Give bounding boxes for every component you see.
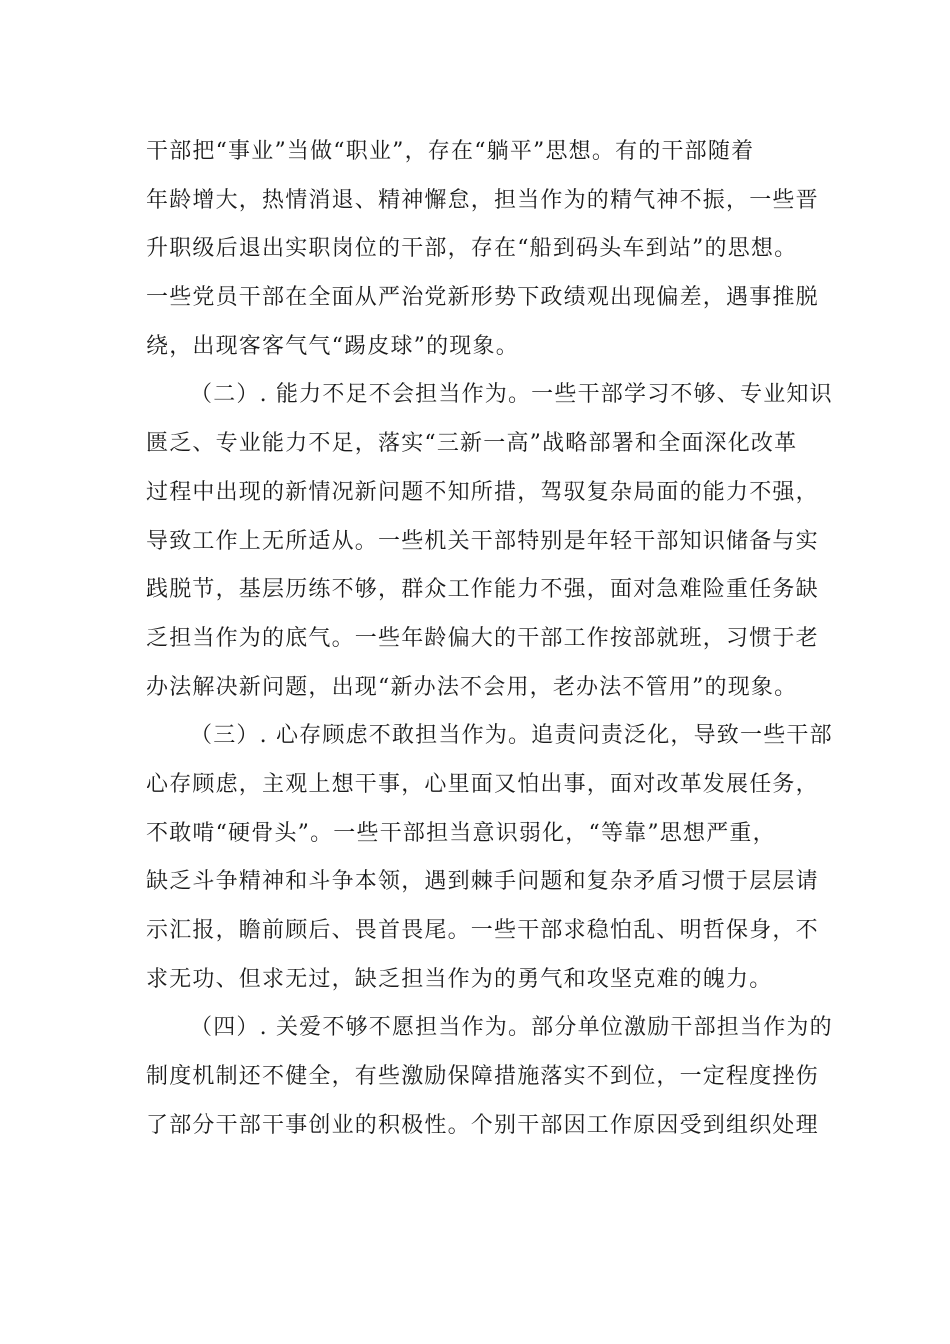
text-line: 求无功、但求无过，缺乏担当作为的勇气和攻坚克难的魄力。 — [146, 966, 773, 992]
section-heading-line: （三）. 心存顾虑不敢担当作为。追责问责泛化，导致一些干部 — [190, 723, 833, 749]
text-line: 心存顾虑，主观上想干事，心里面又怕出事，面对改革发展任务， — [146, 771, 819, 797]
text-line: 过程中出现的新情况新问题不知所措，驾驭复杂局面的能力不强， — [146, 479, 819, 505]
text-line: 践脱节，基层历练不够，群众工作能力不强，面对急难险重任务缺 — [146, 577, 819, 603]
text-line: 干部把“事业”当做“职业”，存在“躺平”思想。有的干部随着 — [146, 139, 755, 164]
text-line: 年龄增大，热情消退、精神懈怠，担当作为的精气神不振，一些晋 — [146, 187, 819, 213]
section-heading-line: （四）. 关爱不够不愿担当作为。部分单位激励干部担当作为的 — [190, 1015, 833, 1041]
text-line: 乏担当作为的底气。一些年龄偏大的干部工作按部就班，习惯于老 — [146, 625, 819, 651]
text-line: 了部分干部干事创业的积极性。个别干部因工作原因受到组织处理 — [146, 1112, 819, 1138]
section-heading-line: （二）. 能力不足不会担当作为。一些干部学习不够、专业知识 — [190, 382, 833, 408]
document-body — [146, 128, 833, 1150]
text-line: 缺乏斗争精神和斗争本领，遇到棘手问题和复杂矛盾习惯于层层请 — [146, 869, 819, 895]
text-line: 绕，出现客客气气“踢皮球”的现象。 — [146, 333, 519, 359]
text-line: 一些党员干部在全面从严治党新形势下政绩观出现偏差，遇事推脱 — [146, 285, 819, 311]
text-line: 匮乏、专业能力不足，落实“三新一高”战略部署和全面深化改革 — [146, 431, 798, 457]
text-line: 示汇报，瞻前顾后、畏首畏尾。一些干部求稳怕乱、明哲保身，不 — [146, 918, 819, 943]
text-line: 办法解决新问题，出现“新办法不会用，老办法不管用”的现象。 — [146, 674, 798, 700]
text-line: 升职级后退出实职岗位的干部，存在“船到码头车到站”的思想。 — [146, 236, 798, 262]
text-line: 导致工作上无所适从。一些机关干部特别是年轻干部知识储备与实 — [146, 528, 819, 554]
text-line: 不敢啃“硬骨头”。一些干部担当意识弱化，“等靠”思想严重， — [146, 820, 776, 846]
text-line: 制度机制还不健全，有些激励保障措施落实不到位，一定程度挫伤 — [146, 1064, 819, 1090]
